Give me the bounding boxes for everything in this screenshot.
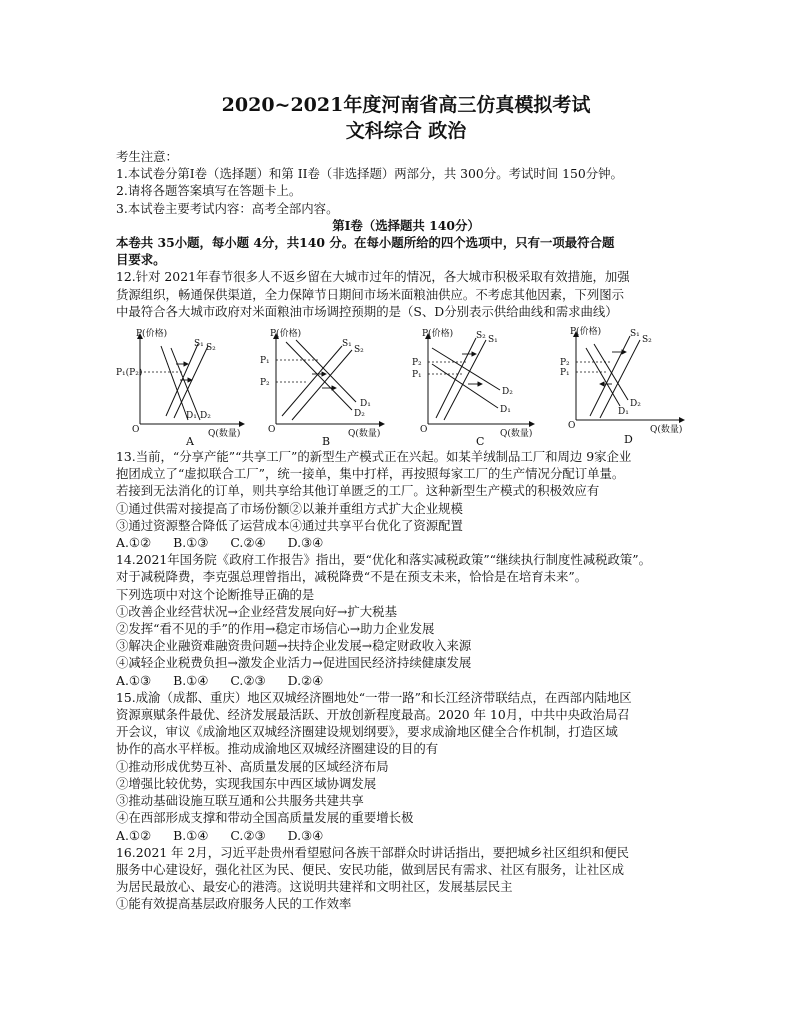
origin-label: O (568, 421, 576, 432)
origin-label: O (268, 425, 276, 436)
x-axis-label: Q(数量) (348, 429, 381, 440)
curve-d1 (432, 364, 498, 408)
notice-item: 3.本试卷主要考试内容：高考全部内容。 (116, 200, 339, 216)
y-axis-label: P(价格) (570, 327, 602, 338)
y-axis-label: P(价格) (136, 329, 168, 340)
curve-label: D₁ (360, 399, 371, 410)
question-line: 资源禀赋条件最优、经济发展最活跃、开放创新程度最高。2020 年 10月，中共中央政治局召 (116, 707, 630, 723)
option-d: D.②④ (287, 672, 324, 688)
question-line: 14.2021年国务院《政府工作报告》指出，要“优化和落实减税政策”“继续执行制度性减税政策”。 (116, 552, 652, 568)
option-b: B.①④ (173, 672, 209, 688)
curve-label: S₁ (342, 339, 352, 350)
question-line: 15.成渝（成都、重庆）地区双城经济圈地处“一带一路”和长江经济带联结点，在西部内陆地区 (116, 689, 632, 705)
notice-item: 2.请将各题答案填写在答题卡上。 (116, 183, 302, 199)
graph-caption: D (624, 433, 633, 447)
question-14 (116, 551, 696, 689)
question-line: ①推动形成优势互补、高质量发展的区域经济布局 (116, 758, 389, 774)
option-d: D.③④ (287, 827, 324, 843)
option-c: C.②③ (230, 672, 266, 688)
question-12 (116, 268, 696, 446)
section-instruction: 目要求。 (116, 252, 166, 268)
graph-b (256, 324, 391, 446)
exam-subtitle: 文科综合 政治 (345, 120, 467, 142)
price-label: P₁ (260, 356, 270, 367)
question-line: ③解决企业融资难融资贵问题→扶持企业发展→稳定财政收入来源 (116, 638, 472, 654)
option-b: B.①④ (173, 827, 209, 843)
curve-s2 (292, 350, 352, 420)
origin-label: O (132, 425, 140, 436)
question-line: 若接到无法消化的订单，则共享给其他订单匮乏的工厂。这种新型生产模式的积极效应有 (116, 483, 600, 499)
price-label: P₂ (260, 378, 270, 389)
curve-s1 (444, 340, 486, 420)
curve-label: S₂ (206, 343, 216, 354)
x-axis-label: Q(数量) (500, 429, 533, 440)
question-line: ③推动基础设施互联互通和公共服务共建共享 (116, 793, 364, 809)
question-line: ①能有效提高基层政府服务人民的工作效率 (116, 896, 352, 912)
question-line: ④减轻企业税费负担→激发企业活力→促进国民经济持续健康发展 (116, 655, 472, 671)
graph-c-svg (406, 324, 541, 446)
graph-a-svg (116, 324, 251, 446)
question-line: ②增强比较优势，实现我国东中西区域协调发展 (116, 775, 377, 791)
question-line: 12.针对 2021年春节很多人不返乡留在大城市过年的情况，各大城市积极采取有效措施，加强 (116, 269, 630, 285)
answer-options (116, 827, 696, 844)
graph-d (556, 324, 691, 446)
question-line: 下列选项中对这个论断推导正确的是 (116, 586, 315, 602)
answer-options (116, 534, 696, 551)
price-label: P₁ (412, 370, 422, 381)
origin-label: O (420, 425, 428, 436)
x-axis-label: Q(数量) (650, 425, 683, 436)
notice-item: 1.本试卷分第Ⅰ卷（选择题）和第 II卷（非选择题）两部分，共 300分。考试时间 150分钟。 (116, 166, 623, 182)
option-a: A.①③ (116, 672, 152, 688)
question-line: 抱团成立了“虚拟联合工厂”，统一接单，集中打样，再按照每家工厂的生产情况分配订单量。 (116, 466, 625, 482)
section-title: 第Ⅰ卷（选择题共 140分） (332, 217, 480, 233)
curve-label: D₂ (502, 387, 513, 398)
curve-label: D₁ (618, 407, 629, 418)
price-label: P₂ (560, 358, 570, 369)
y-axis-label: P(价格) (270, 329, 302, 340)
graph-caption: C (476, 435, 485, 447)
y-axis-label: P(价格) (422, 329, 454, 340)
section-instruction: 本卷共 35小题，每小题 4分，共140 分。在每小题所给的四个选项中，只有一项最符合题 (116, 235, 615, 251)
question-line: 对于减税降费，李克强总理曾指出，减税降费“不是在预支未来，恰恰是在培育未来”。 (116, 569, 588, 585)
curve-s2 (436, 338, 476, 418)
curve-label: S₂ (642, 335, 652, 346)
x-axis-label: Q(数量) (208, 429, 241, 440)
graph-a (116, 324, 251, 446)
question-16 (116, 844, 696, 913)
notice-heading: 考生注意： (116, 149, 178, 164)
question-line: ①改善企业经营状况→企业经营发展向好→扩大税基 (116, 603, 397, 619)
notice-block (116, 148, 696, 217)
question-line: 中最符合各大城市政府对米面粮油市场调控预期的是（S、D分别表示供给曲线和需求曲线） (116, 303, 618, 319)
option-d: D.③④ (287, 535, 324, 551)
price-label: P₁(P₂) (116, 368, 143, 379)
curve-label: S₁ (488, 335, 498, 346)
question-13 (116, 448, 696, 551)
question-line: 13.当前，“分享产能”“共享工厂”的新型生产模式正在兴起。如某羊绒制品工厂和周边 9家企业 (116, 449, 632, 465)
graph-b-svg (256, 324, 391, 446)
supply-demand-graphs (116, 324, 696, 446)
question-line: ③通过资源整合降低了运营成本④通过共享平台优化了资源配置 (116, 517, 463, 533)
curve-label: D₂ (354, 409, 365, 420)
curve-label: S₂ (476, 331, 486, 342)
curve-label: D₂ (630, 399, 641, 410)
graph-caption: A (186, 435, 194, 447)
price-label: P₂ (412, 358, 422, 369)
curve-label: S₁ (194, 339, 204, 350)
exam-page (116, 92, 696, 913)
question-line: ①通过供需对接提高了市场份额②以兼并重组方式扩大企业规模 (116, 500, 463, 516)
option-c: C.②④ (230, 535, 266, 551)
graph-caption: B (322, 435, 331, 447)
curve-label: D₁ (500, 405, 511, 416)
curve-d2 (174, 346, 208, 418)
answer-options (116, 672, 696, 689)
curve-label: S₁ (630, 329, 640, 340)
curve-label: D₂ (200, 411, 211, 422)
price-label: P₁ (560, 368, 570, 379)
curve-d1 (296, 340, 356, 402)
curve-label: D₁ (186, 411, 197, 422)
question-line: 服务中心建设好，强化社区为民、便民、安民功能，做到居民有需求、社区有服务，让社区成 (116, 861, 625, 877)
exam-title: 2020~2021年度河南省高三仿真模拟考试 (221, 94, 591, 116)
curve-d1 (586, 348, 620, 406)
option-c: C.②③ (230, 827, 266, 843)
option-a: A.①② (116, 827, 152, 843)
question-line: 16.2021 年 2月，习近平赴贵州看望慰问各族干部群众时讲话指出，要把城乡社区组织和便民 (116, 844, 630, 860)
question-line: 货源组织，畅通保供渠道，全力保障节日期间市场米面粮油供应。不考虑其他因素，下列图示 (116, 286, 625, 302)
question-line: ②发挥“看不见的手”的作用→稳定市场信心→助力企业发展 (116, 621, 435, 637)
question-15 (116, 689, 696, 844)
curve-label: S₂ (354, 345, 364, 356)
graph-c (406, 324, 541, 446)
option-a: A.①② (116, 535, 152, 551)
question-line: ④在西部形成支撑和带动全国高质量发展的重要增长极 (116, 810, 414, 826)
question-line: 开会议，审议《成渝地区双城经济圈建设规划纲要》，要求成渝地区健全合作机制，打造区域 (116, 724, 618, 740)
graph-d-svg (556, 324, 691, 446)
option-b: B.①③ (173, 535, 209, 551)
question-line: 协作的高水平样板。推动成渝地区双城经济圈建设的目的有 (116, 741, 439, 757)
question-line: 为居民最放心、最安心的港湾。这说明共建祥和文明社区，发展基层民主 (116, 879, 513, 895)
